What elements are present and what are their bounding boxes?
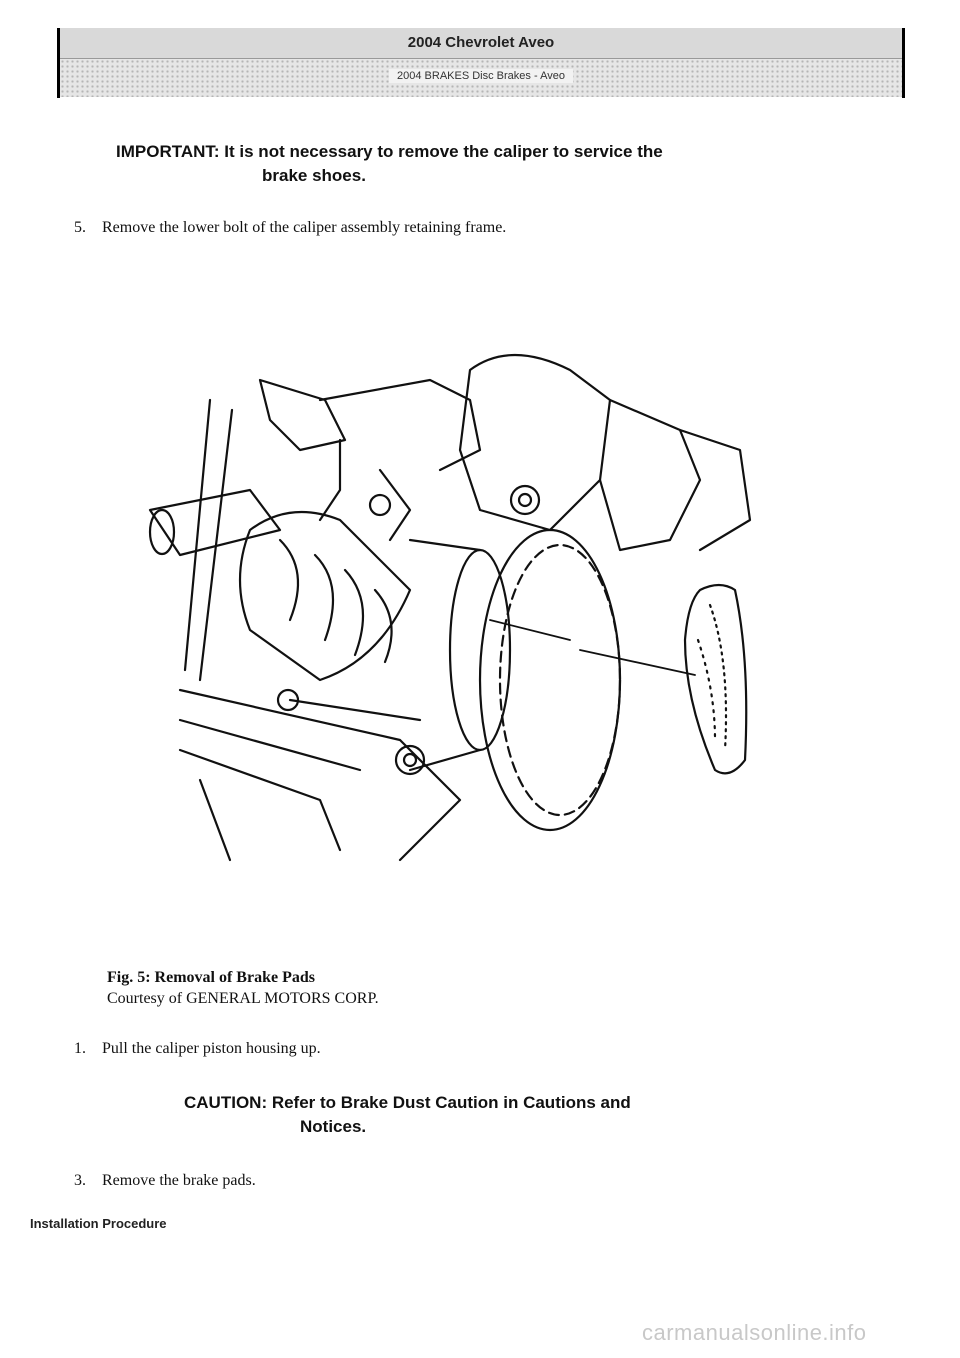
step-number: 3. (74, 1172, 86, 1189)
figure-courtesy: Courtesy of GENERAL MOTORS CORP. (107, 990, 379, 1007)
brake-pad-removal-illustration (140, 340, 760, 880)
section-heading-installation: Installation Procedure (30, 1216, 167, 1231)
figure-caption (107, 967, 379, 1009)
important-text-line1: It is not necessary to remove the caliper to service the (224, 142, 663, 161)
watermark: carmanualsonline.info (642, 1320, 867, 1345)
header-subtitle: 2004 BRAKES Disc Brakes - Aveo (389, 69, 573, 83)
header-subtitle-bar (60, 59, 902, 97)
step-1 (74, 1040, 321, 1058)
page-header (57, 28, 905, 98)
step-text: Remove the lower bolt of the caliper assembly retaining frame. (102, 219, 507, 236)
header-title: 2004 Chevrolet Aveo (60, 28, 902, 59)
step-text: Pull the caliper piston housing up. (102, 1040, 321, 1057)
figure-caption-title: Fig. 5: Removal of Brake Pads (107, 969, 315, 986)
step-number: 5. (74, 219, 86, 236)
step-5 (74, 219, 506, 237)
caution-text-line2: Notices. (300, 1117, 367, 1136)
step-text: Remove the brake pads. (102, 1172, 256, 1189)
caution-text-line1: CAUTION: Refer to Brake Dust Caution in Cautions and (184, 1093, 631, 1112)
important-note (116, 140, 876, 188)
important-label: IMPORTANT: (116, 142, 220, 161)
important-text-line2: brake shoes. (262, 166, 366, 185)
caution-note (184, 1091, 884, 1139)
step-number: 1. (74, 1040, 86, 1057)
step-3 (74, 1172, 256, 1190)
